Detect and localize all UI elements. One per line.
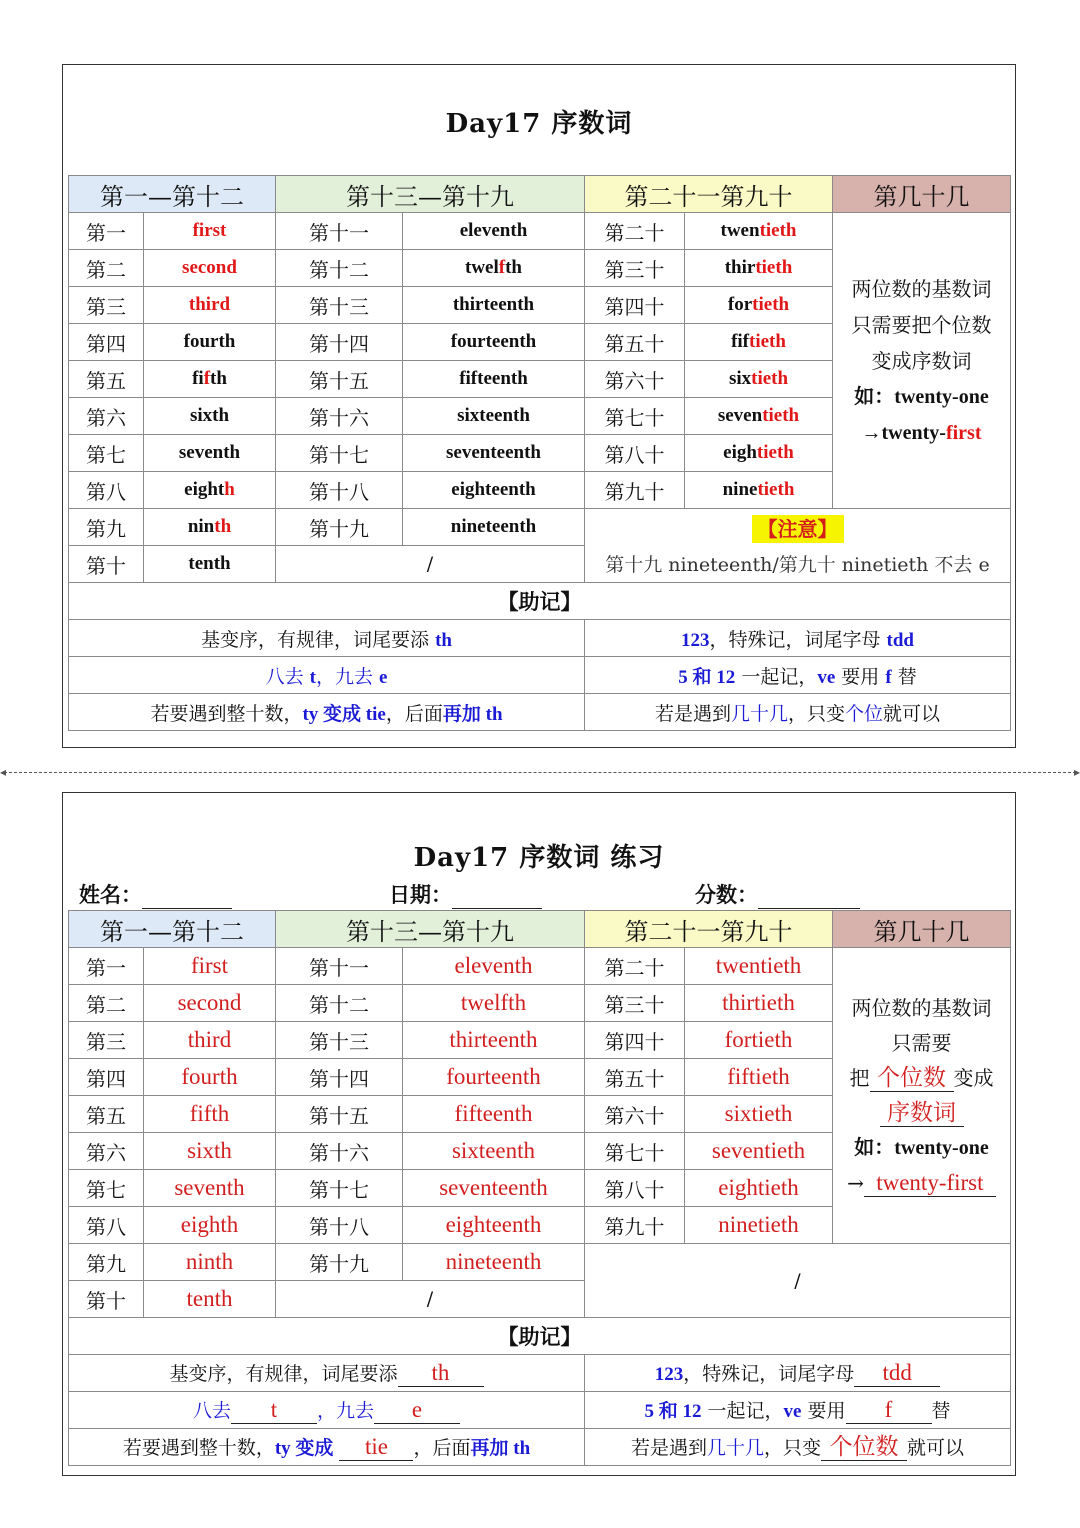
- tip-key: ty 变成 tie: [302, 703, 386, 725]
- tip-key: 5 和 12: [644, 1401, 702, 1422]
- mnemonic-title-row: [69, 1318, 1011, 1355]
- ordinal-chinese: 第十六: [276, 398, 403, 435]
- tip-key: 再加 th: [470, 1438, 531, 1459]
- arrow-icon: →: [847, 1170, 864, 1195]
- ordinal-english-part: fifteenth: [459, 368, 528, 389]
- page-title: Day17 序数词: [445, 109, 633, 139]
- tip-key: tdd: [886, 629, 914, 651]
- tip-text: ，后面: [413, 1437, 471, 1459]
- ordinal-chinese: 第二十: [585, 213, 685, 250]
- ordinal-english: [403, 398, 585, 435]
- ordinal-english-ending: tieth: [756, 442, 794, 463]
- answer-english[interactable]: seventh: [144, 1170, 276, 1207]
- ordinal-chinese: 第十五: [276, 1096, 403, 1133]
- mnemonic-title: 【助记】: [69, 1318, 1011, 1355]
- tip-key: f: [885, 666, 892, 688]
- tip-row: [69, 620, 1011, 657]
- ordinal-chinese: 第十四: [276, 324, 403, 361]
- answer-blank[interactable]: th: [398, 1360, 484, 1387]
- answer-english[interactable]: fifteenth: [403, 1096, 585, 1133]
- answer-english[interactable]: first: [144, 948, 276, 985]
- tip-th: [69, 1355, 585, 1392]
- ordinal-chinese: 第三十: [585, 985, 685, 1022]
- answer-english[interactable]: sixth: [144, 1133, 276, 1170]
- ordinal-chinese: 第十三: [276, 1022, 403, 1059]
- name-label: 姓名：: [79, 882, 142, 907]
- answer-english[interactable]: nineteenth: [403, 1244, 585, 1281]
- ordinal-english-part: fourteenth: [450, 331, 537, 352]
- ordinal-english: [144, 435, 276, 472]
- ordinal-chinese: 第十三: [276, 287, 403, 324]
- ordinal-chinese: 第五: [69, 1096, 144, 1133]
- header-compound: 第几十几: [833, 176, 1011, 213]
- answer-english[interactable]: eleventh: [403, 948, 585, 985]
- rule-line: 两位数的基数词: [851, 276, 992, 301]
- header-20-90: 第二十一第九十: [585, 911, 833, 948]
- ordinal-practice-table: [68, 910, 1011, 1466]
- tip-five-twelve: [585, 1392, 1011, 1429]
- ordinal-english-part: fi: [192, 368, 204, 389]
- answer-blank[interactable]: 个位数: [821, 1434, 907, 1461]
- answer-blank[interactable]: 个位数: [870, 1065, 954, 1092]
- answer-english[interactable]: twelfth: [403, 985, 585, 1022]
- ordinal-chinese: 第七: [69, 1170, 144, 1207]
- ordinal-chinese: 第十七: [276, 435, 403, 472]
- rule-line: 变成序数词: [871, 348, 972, 373]
- ordinal-chinese: 第十六: [276, 1133, 403, 1170]
- ordinal-chinese: 第七: [69, 435, 144, 472]
- ordinal-chinese: 第五十: [585, 324, 685, 361]
- cut-line-left-arrow: ◂: [0, 765, 7, 779]
- answer-english[interactable]: thirteenth: [403, 1022, 585, 1059]
- empty-slash: /: [585, 1244, 1011, 1318]
- answer-english[interactable]: seventeenth: [403, 1170, 585, 1207]
- ordinal-english: [144, 361, 276, 398]
- ordinal-chinese: 第十九: [276, 1244, 403, 1281]
- ordinal-english-part: eigh: [723, 442, 757, 463]
- ordinal-english-part: seventeenth: [446, 442, 541, 463]
- tip-text: ，只变: [787, 702, 845, 725]
- tip-key: ve: [817, 666, 836, 688]
- rule-line: 变成: [953, 1065, 994, 1090]
- ordinal-english-part: thir: [724, 257, 756, 278]
- ordinal-chinese: 第七十: [585, 398, 685, 435]
- answer-english[interactable]: thirtieth: [685, 985, 833, 1022]
- tip-key: th: [435, 629, 452, 651]
- ordinal-chinese: 第十一: [276, 948, 403, 985]
- ordinal-chinese: 第八十: [585, 1170, 685, 1207]
- date-blank[interactable]: [452, 886, 542, 909]
- example-cardinal: twenty-one: [894, 385, 989, 408]
- table-row: [69, 509, 1011, 546]
- ordinal-english: [144, 509, 276, 546]
- ordinal-english-ending: tieth: [757, 479, 795, 500]
- tip-th: [69, 620, 585, 657]
- ordinal-chinese: 第十八: [276, 1207, 403, 1244]
- ordinal-english: [144, 324, 276, 361]
- ordinal-english-ending: second: [182, 257, 237, 278]
- ordinal-english: [144, 213, 276, 250]
- answer-blank[interactable]: tdd: [854, 1360, 940, 1387]
- rule-line: 把: [849, 1065, 870, 1090]
- ordinal-chinese: 第九十: [585, 1207, 685, 1244]
- tip-key: 个位: [845, 702, 884, 725]
- header-13-19: 第十三—第十九: [276, 176, 585, 213]
- ordinal-english-part: seventh: [178, 442, 241, 463]
- tip-text: 就可以: [907, 1437, 965, 1459]
- ordinal-english-ending: tieth: [752, 294, 790, 315]
- tip-row: [69, 657, 1011, 694]
- ordinal-english: [685, 250, 833, 287]
- cut-line: [0, 765, 1080, 779]
- ordinal-english-ending: h: [224, 479, 235, 500]
- answer-english[interactable]: seventieth: [685, 1133, 833, 1170]
- answer-english[interactable]: tenth: [144, 1281, 276, 1318]
- ordinal-chinese: 第八: [69, 1207, 144, 1244]
- tip-text: 若是遇到: [654, 702, 731, 725]
- ordinal-chinese: 第六: [69, 398, 144, 435]
- tip-text: 要用: [835, 665, 886, 688]
- date-field[interactable]: [389, 879, 542, 909]
- tip-text: 一起记，: [701, 1400, 784, 1422]
- ordinal-english-part: tenth: [188, 553, 231, 574]
- tip-row: [69, 1429, 1011, 1466]
- ordinal-english-ending: tieth: [755, 257, 793, 278]
- empty-slash: /: [276, 546, 585, 583]
- answer-blank[interactable]: f: [846, 1397, 932, 1424]
- notice-label-cell: [585, 509, 1011, 546]
- ordinal-english-part: eleventh: [459, 220, 528, 241]
- tip-key: ty 变成: [274, 1438, 334, 1459]
- tip-text: 若是遇到: [630, 1437, 707, 1459]
- ordinal-english-ending: tieth: [751, 368, 789, 389]
- tip-text: ，只变: [764, 1437, 822, 1459]
- ordinal-english-ending: first: [192, 220, 227, 241]
- header-1-12: 第一—第十二: [69, 911, 276, 948]
- answer-english[interactable]: second: [144, 985, 276, 1022]
- answer-english[interactable]: fifth: [144, 1096, 276, 1133]
- tip-tens: [69, 1429, 585, 1466]
- answer-blank[interactable]: e: [374, 1397, 460, 1424]
- tip-tens: [69, 694, 585, 731]
- tip-text: 基变序，有规律，词尾要添: [169, 1363, 398, 1385]
- ordinal-english: [403, 250, 585, 287]
- tip-text: ，特殊记，词尾字母: [709, 628, 887, 651]
- ordinal-english: [403, 213, 585, 250]
- ordinal-chinese: 第四: [69, 324, 144, 361]
- ordinal-chinese: 第十八: [276, 472, 403, 509]
- arrow-icon: →: [861, 421, 882, 444]
- tip-text: 就可以: [883, 702, 941, 725]
- ordinal-english: [144, 287, 276, 324]
- ordinal-chinese: 第六: [69, 1133, 144, 1170]
- ordinal-chinese: 第三: [69, 1022, 144, 1059]
- ordinal-chinese: 第三十: [585, 250, 685, 287]
- ordinal-english-ending: tieth: [762, 405, 800, 426]
- tip-text: 八去: [192, 1400, 231, 1422]
- answer-english[interactable]: sixteenth: [403, 1133, 585, 1170]
- tip-text: 八去: [265, 665, 310, 688]
- tip-key: 几十几: [706, 1437, 764, 1459]
- ordinal-english-part: th: [210, 368, 227, 389]
- name-field[interactable]: [79, 879, 232, 909]
- ordinal-english-part: thirteenth: [452, 294, 535, 315]
- ordinal-chinese: 第十九: [276, 509, 403, 546]
- ordinal-chinese: 第十五: [276, 361, 403, 398]
- table-row: [69, 213, 1011, 250]
- tip-key: 几十几: [730, 702, 788, 725]
- ordinal-chinese: 第九十: [585, 472, 685, 509]
- practice-sheet: [62, 792, 1016, 1476]
- tip-text: 若要遇到整十数，: [150, 702, 303, 725]
- table-row: [69, 948, 1011, 985]
- ordinal-english-ending: tieth: [749, 331, 786, 352]
- answer-blank[interactable]: 序数词: [880, 1100, 964, 1127]
- ordinal-english-part: nine: [722, 479, 758, 500]
- ordinal-english: [403, 509, 585, 546]
- table-row: [69, 1244, 1011, 1281]
- ordinal-english: [403, 435, 585, 472]
- ordinal-chinese: 第四: [69, 1059, 144, 1096]
- answer-blank[interactable]: tie: [339, 1434, 413, 1461]
- score-field[interactable]: [695, 879, 860, 909]
- ordinal-chinese: 第一: [69, 948, 144, 985]
- info-line: [79, 879, 999, 907]
- header-20-90: 第二十一第九十: [585, 176, 833, 213]
- answer-english[interactable]: fiftieth: [685, 1059, 833, 1096]
- ordinal-english-ending: third: [188, 294, 231, 315]
- mnemonic-title: 【助记】: [69, 583, 1011, 620]
- tip-compound: [585, 694, 1011, 731]
- example-prefix: 如：: [854, 1136, 895, 1159]
- ordinal-english: [403, 324, 585, 361]
- ordinal-chinese: 第十二: [276, 250, 403, 287]
- ordinal-chinese: 第五: [69, 361, 144, 398]
- rule-line: 只需要: [891, 1030, 952, 1055]
- header-13-19: 第十三—第十九: [276, 911, 585, 948]
- ordinal-chinese: 第八十: [585, 435, 685, 472]
- answer-english[interactable]: fortieth: [685, 1022, 833, 1059]
- score-label: 分数：: [695, 882, 758, 907]
- answer-english[interactable]: eightieth: [685, 1170, 833, 1207]
- ordinal-english-part: eight: [184, 479, 225, 500]
- notice-text: 第十九 nineteenth/第九十 ninetieth 不去 e: [585, 546, 1011, 583]
- ordinal-chinese: 第二: [69, 250, 144, 287]
- header-1-12: 第一—第十二: [69, 176, 276, 213]
- date-label: 日期：: [389, 882, 452, 907]
- ordinal-english: [685, 398, 833, 435]
- rule-line: 只需要把个位数: [851, 312, 992, 337]
- ordinal-english-part: nin: [187, 516, 215, 537]
- tip-key: 再加 th: [442, 703, 503, 725]
- ordinal-chinese: 第四十: [585, 287, 685, 324]
- answer-english[interactable]: fourth: [144, 1059, 276, 1096]
- answer-english[interactable]: ninetieth: [685, 1207, 833, 1244]
- answer-english[interactable]: eighteenth: [403, 1207, 585, 1244]
- score-blank[interactable]: [758, 886, 860, 909]
- ordinal-english: [403, 472, 585, 509]
- ordinal-chinese: 第九: [69, 509, 144, 546]
- ordinal-english-part: fourth: [183, 331, 236, 352]
- ordinal-english-ending: tieth: [759, 220, 797, 241]
- tip-row: [69, 1355, 1011, 1392]
- tip-row: [69, 694, 1011, 731]
- reference-sheet: [62, 64, 1016, 748]
- ordinal-english-part: sixth: [189, 405, 230, 426]
- ordinal-english-part: for: [727, 294, 753, 315]
- example-ordinal: twenty-: [881, 421, 946, 444]
- ordinal-english-part: twel: [465, 257, 499, 278]
- tip-tdd: [585, 1355, 1011, 1392]
- tip-key: t: [309, 666, 316, 688]
- header-compound: 第几十几: [833, 911, 1011, 948]
- compound-rule: [833, 948, 1011, 1244]
- notice-label: 【注意】: [752, 515, 844, 543]
- mnemonic-title-row: [69, 583, 1011, 620]
- tip-compound: [585, 1429, 1011, 1466]
- tip-text: ，后面: [385, 702, 443, 725]
- example-cardinal: twenty-one: [894, 1136, 989, 1159]
- ordinal-english: [685, 435, 833, 472]
- tip-key: e: [378, 666, 388, 688]
- name-blank[interactable]: [142, 886, 232, 909]
- ordinal-english: [685, 324, 833, 361]
- tip-text: 替: [931, 1400, 951, 1422]
- answer-blank[interactable]: t: [231, 1397, 317, 1424]
- tip-text: 要用: [801, 1400, 846, 1422]
- tip-eight-nine: [69, 657, 585, 694]
- ordinal-english-ending: f: [203, 368, 211, 389]
- ordinal-chinese: 第九: [69, 1244, 144, 1281]
- ordinal-english-part: twen: [720, 220, 760, 241]
- ordinal-chinese: 第七十: [585, 1133, 685, 1170]
- tip-key: 5 和 12: [678, 666, 736, 688]
- ordinal-table: [68, 175, 1011, 731]
- ordinal-english: [685, 472, 833, 509]
- ordinal-chinese: 第十二: [276, 985, 403, 1022]
- tip-five-twelve: [585, 657, 1011, 694]
- example-ordinal-ending: first: [945, 421, 982, 444]
- tip-text: 若要遇到整十数，: [122, 1437, 275, 1459]
- tip-text: ，九去: [315, 665, 379, 688]
- ordinal-chinese: 第十一: [276, 213, 403, 250]
- answer-blank[interactable]: twenty-first: [864, 1170, 996, 1197]
- ordinal-english-part: th: [505, 257, 522, 278]
- ordinal-english-ending: f: [498, 257, 506, 278]
- ordinal-chinese: 第二十: [585, 948, 685, 985]
- tip-text: ，九去: [317, 1400, 375, 1422]
- ordinal-chinese: 第十四: [276, 1059, 403, 1096]
- tip-text: 替: [891, 665, 917, 688]
- tip-key: 123: [680, 629, 710, 651]
- ordinal-english: [144, 250, 276, 287]
- ordinal-english: [403, 287, 585, 324]
- answer-english[interactable]: fourteenth: [403, 1059, 585, 1096]
- ordinal-chinese: 第十七: [276, 1170, 403, 1207]
- example-prefix: 如：: [854, 385, 895, 408]
- ordinal-chinese: 第一: [69, 213, 144, 250]
- ordinal-english: [144, 472, 276, 509]
- ordinal-english-part: six: [728, 368, 752, 389]
- ordinal-english-ending: th: [214, 516, 232, 537]
- ordinal-chinese: 第十: [69, 546, 144, 583]
- ordinal-chinese: 第五十: [585, 1059, 685, 1096]
- answer-english[interactable]: eighth: [144, 1207, 276, 1244]
- cut-line-right-arrow: ▸: [1073, 765, 1080, 779]
- ordinal-chinese: 第六十: [585, 1096, 685, 1133]
- tip-text: 一起记，: [735, 665, 818, 688]
- tip-key: ve: [783, 1401, 802, 1422]
- rule-line: 两位数的基数词: [851, 995, 992, 1020]
- tip-text: 基变序，有规律，词尾要添: [201, 628, 436, 651]
- ordinal-chinese: 第十: [69, 1281, 144, 1318]
- ordinal-english: [144, 546, 276, 583]
- tip-text: ，特殊记，词尾字母: [683, 1363, 855, 1385]
- tip-key: 123: [654, 1364, 684, 1385]
- ordinal-chinese: 第六十: [585, 361, 685, 398]
- ordinal-english: [685, 361, 833, 398]
- ordinal-chinese: 第三: [69, 287, 144, 324]
- tip-row: [69, 1392, 1011, 1429]
- ordinal-chinese: 第八: [69, 472, 144, 509]
- page-title: Day17 序数词 练习: [413, 843, 665, 873]
- tip-tdd: [585, 620, 1011, 657]
- ordinal-english: [144, 398, 276, 435]
- tip-eight-nine: [69, 1392, 585, 1429]
- answer-english[interactable]: third: [144, 1022, 276, 1059]
- ordinal-english-part: fif: [731, 331, 749, 352]
- table-row: [69, 546, 1011, 583]
- answer-english[interactable]: sixtieth: [685, 1096, 833, 1133]
- ordinal-english: [685, 213, 833, 250]
- answer-english[interactable]: twentieth: [685, 948, 833, 985]
- compound-rule: [833, 213, 1011, 509]
- ordinal-english-part: nineteenth: [450, 516, 537, 537]
- ordinal-chinese: 第四十: [585, 1022, 685, 1059]
- ordinal-english-part: sixteenth: [457, 405, 530, 426]
- ordinal-english: [403, 361, 585, 398]
- ordinal-english-part: eighteenth: [451, 479, 536, 500]
- ordinal-english: [685, 287, 833, 324]
- answer-english[interactable]: ninth: [144, 1244, 276, 1281]
- empty-slash: /: [276, 1281, 585, 1318]
- ordinal-english-part: seven: [717, 405, 763, 426]
- ordinal-chinese: 第二: [69, 985, 144, 1022]
